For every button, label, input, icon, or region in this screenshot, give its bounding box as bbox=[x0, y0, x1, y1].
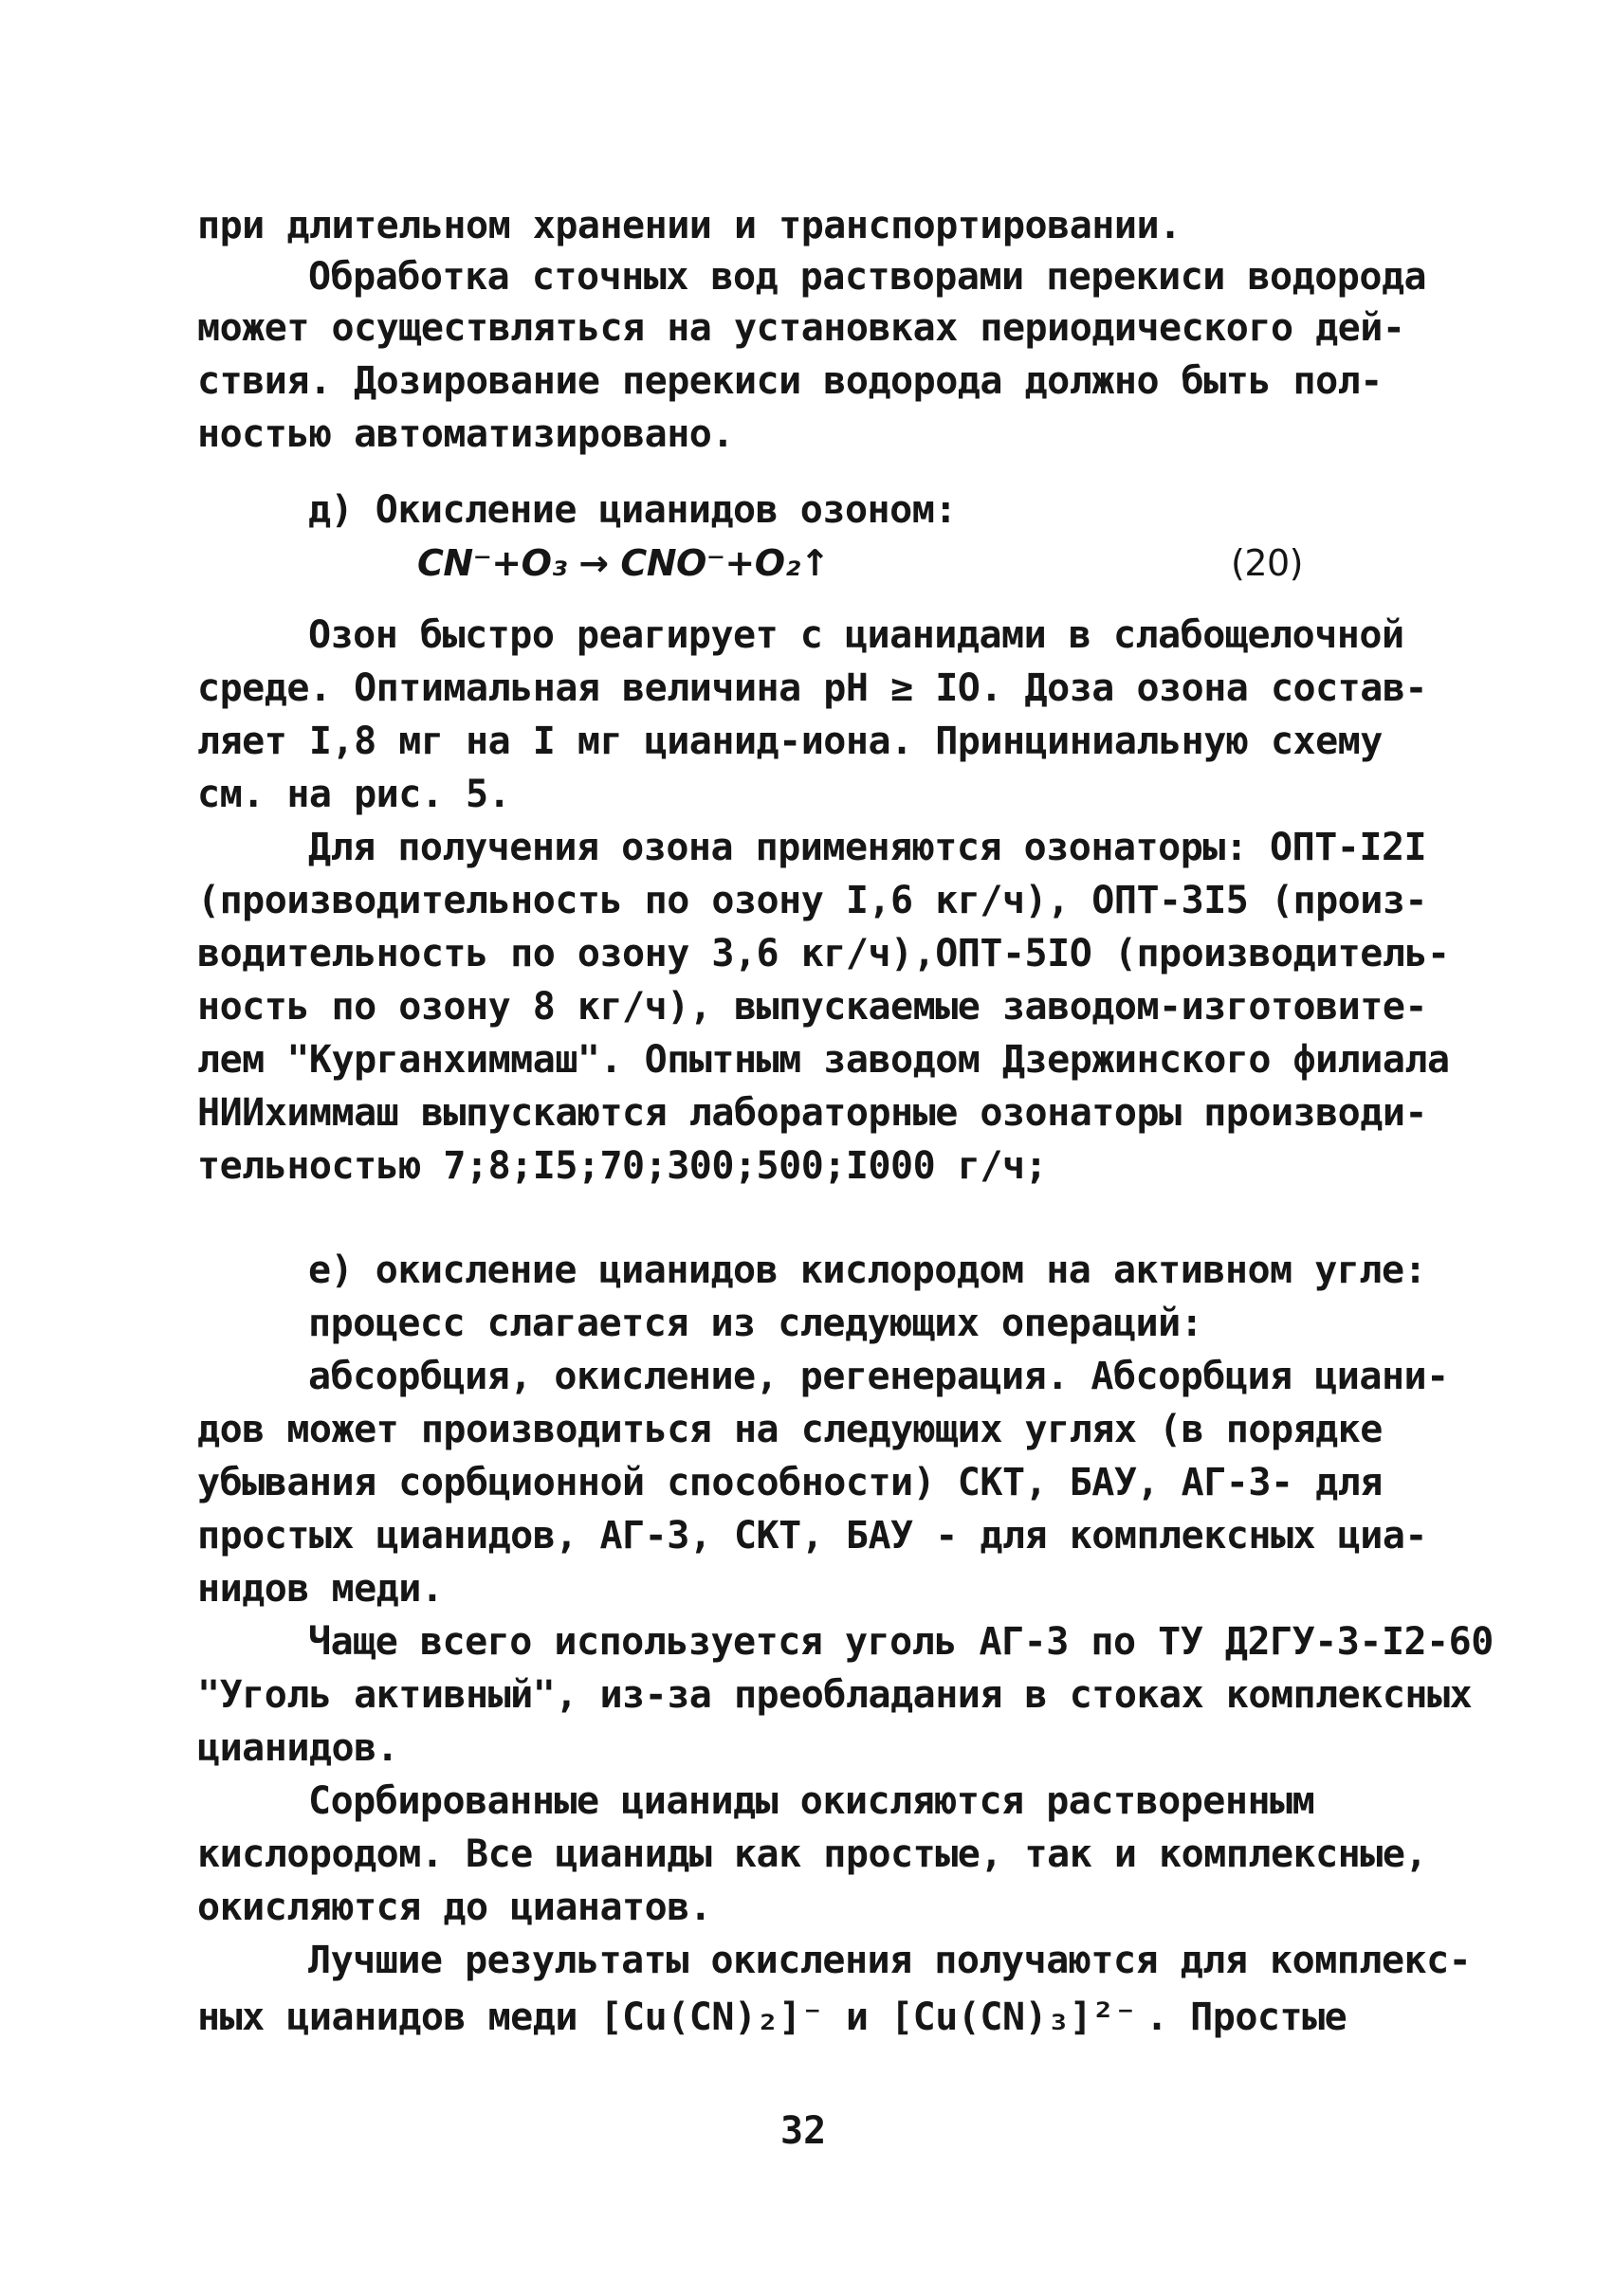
page-number: 32 bbox=[780, 2109, 827, 2153]
text-line: нидов меди. bbox=[197, 1567, 444, 1611]
text-line: среде. Оптимальная величина pH ≥ IO. Доза озона состав- bbox=[197, 666, 1428, 710]
text-line: ствия. Дозирование перекиси водорода должно быть пол- bbox=[197, 359, 1383, 403]
text-line: "Уголь активный", из-за преобладания в стоках комплексных bbox=[197, 1673, 1473, 1717]
text-line: ных цианидов меди [Cu(CN)₂]⁻ и [Cu(CN)₃]²⁻ bbox=[197, 1995, 1137, 2039]
text-line: может осуществляться на установках периодического дей- bbox=[197, 306, 1405, 350]
equation-number: (20) bbox=[1231, 542, 1304, 584]
text-line: Чаще всего используется уголь АГ-3 по ТУ Д2ГУ-3-I2-60 bbox=[308, 1620, 1494, 1664]
text-line: цианидов. bbox=[197, 1726, 399, 1770]
text-line: дов может производиться на следующих углях (в порядке bbox=[197, 1408, 1383, 1451]
text-line: водительность по озону 3,6 кг/ч),ОПТ-5IO (производитель- bbox=[197, 932, 1450, 975]
text-line: убывания сорбционной способности) СКТ, БАУ, АГ-3- для bbox=[197, 1461, 1383, 1504]
text-line: д) Окисление цианидов озоном: bbox=[308, 488, 957, 532]
text-line: при длительном хранении и транспортировании. bbox=[197, 204, 1182, 247]
text-line: процесс слагается из следующих операций: bbox=[308, 1302, 1203, 1345]
text-line: Лучшие результаты окисления получаются для комплекс- bbox=[308, 1939, 1472, 1982]
text-line: ляет I,8 мг на I мг цианид-иона. Принциниальную схему bbox=[197, 720, 1383, 763]
text-line: абсорбция, окисление, регенерация. Абсорбция циани- bbox=[308, 1355, 1449, 1398]
text-line: простых цианидов, АГ-3, СКТ, БАУ - для комплексных циа- bbox=[197, 1514, 1428, 1558]
text-line: НИИхиммаш выпускаются лабораторные озонаторы производи- bbox=[197, 1091, 1428, 1135]
text-line: Для получения озона применяются озонаторы: ОПТ-I2I bbox=[308, 826, 1427, 869]
text-line: . Простые bbox=[1146, 1995, 1347, 2039]
text-line: Сорбированные цианиды окисляются растворенным bbox=[308, 1779, 1315, 1823]
text-line: Озон быстро реагирует с цианидами в слабощелочной bbox=[308, 613, 1404, 657]
text-line: кислородом. Все цианиды как простые, так и комплексные, bbox=[197, 1832, 1428, 1876]
text-line: окисляются до цианатов. bbox=[197, 1886, 712, 1929]
text-line: (производительность по озону I,6 кг/ч), ОПТ-3I5 (произ- bbox=[197, 879, 1428, 922]
text-line: ность по озону 8 кг/ч), выпускаемые заводом-изготовите- bbox=[197, 985, 1428, 1029]
text-line: ностью автоматизировано. bbox=[197, 412, 734, 456]
text-line: Обработка сточных вод растворами перекиси водорода bbox=[308, 255, 1427, 299]
text-line: е) окисление цианидов кислородом на активном угле: bbox=[308, 1248, 1427, 1292]
text-line: см. на рис. 5. bbox=[197, 773, 511, 816]
text-line: тельностью 7;8;I5;70;300;500;I000 г/ч; bbox=[197, 1144, 1048, 1188]
text-line: лем "Курганхиммаш". Опытным заводом Дзержинского филиала bbox=[197, 1038, 1450, 1082]
chemical-equation: CN⁻+O₃ → CNO⁻+O₂↑ bbox=[417, 542, 831, 584]
